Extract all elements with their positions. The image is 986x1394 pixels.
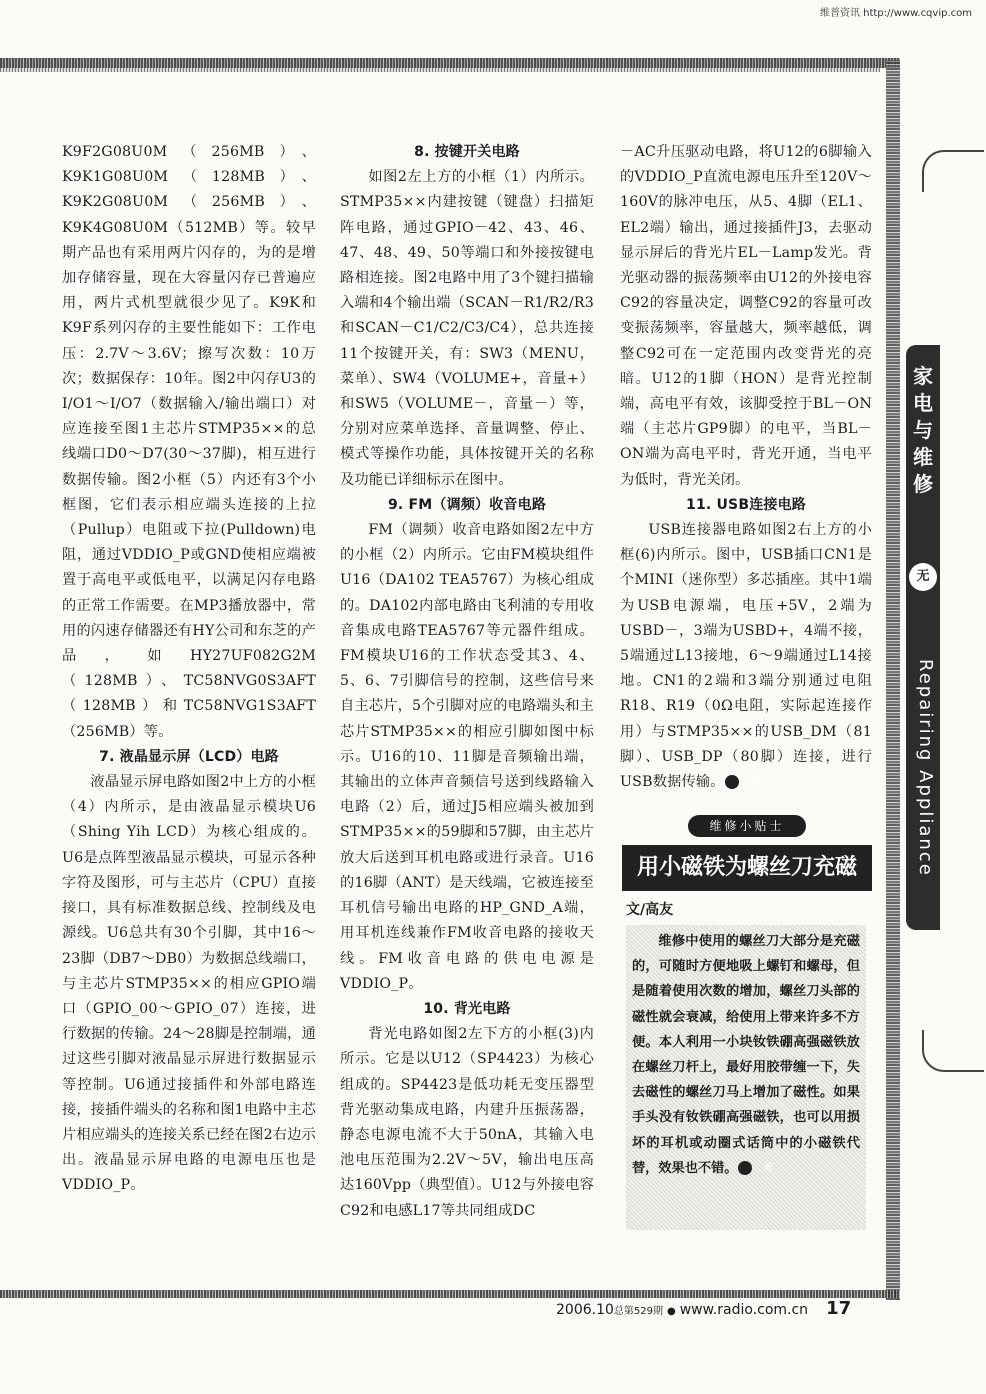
section-heading-7: 7. 液晶显示屏（LCD）电路 (99, 748, 279, 765)
paragraph: FM（调频）收音电路如图2左中方的小框（2）内所示。它由FM模块组件U16（DA102 TEA5767）为核心组成的。DA102内部电路由飞利浦的专用收音集成电路TEA5767等元器件组成。FM模块U16的工作状态受其3、4、5、6、7引脚信号的控制，这些信号来自主芯片，5个引脚对应的电路端头和主芯片STMP35××的相应引脚如图中标示。U16的10、11脚是音频输出端，其输出的立体声音频信号送到线路输入电路（2）后，通过J5相应端头被加到STMP35××的59脚和57脚，由主芯片放大后送到耳机电路或进行录音。U16的16脚（ANT）是天线端，它被连接至耳机信号输出电路的HP_GND_A端，用耳机连线兼作FM收音电路的接收天线。FM收音电路的供电电源是VDDIO_P。 (340, 522, 594, 992)
section-tab-chinese (906, 363, 940, 498)
tips-author: 文/高友 (626, 902, 674, 918)
tips-title: 用小磁铁为螺丝刀充磁 (622, 845, 872, 891)
tab-char: 家 (913, 364, 933, 388)
page-footer (556, 1298, 851, 1324)
section-heading-8: 8. 按键开关电路 (414, 144, 520, 160)
tips-text: 维修中使用的螺丝刀大部分是充磁的，可随时方便地吸上螺钉和螺母，但是随着使用次数的增加，螺丝刀头部的磁性就会衰减，给使用上带来许多不方便。本人利用一小块钕铁硼高强磁铁放在螺丝刀杆上，最好用胶带缠一下，失去磁性的螺丝刀马上增加了磁性。如果手头没有钕铁硼高强磁铁，也可以用损坏的耳机或动圈式话筒中的小磁铁代替，效果也不错。 (632, 934, 860, 1176)
issue-date: 2006.10 (556, 1302, 614, 1318)
paragraph: K9F2G08U0M（256MB）、K9K1G08U0M（128MB）、K9K2G08U0M（256MB）、K9K4G08U0M（512MB）等。较早期产品也有采用两片闪存的，为的是增加存储容量，现在大容量闪存已普遍应用，两片式机型就很少见了。K9K和K9F系列闪存的主要性能如下：工作电压：2.7V～3.6V；擦写次数：10万次；数据保存：10年。图2中闪存U3的I/O1～I/O7（数据输入/输出端口）对应连接至图1主芯片STMP35××的总线端口D0～D7(30～37脚)，相互进行数据传输。图2小框（5）内还有3个小框图，它们表示相应端头连接的上拉（Pullup）电阻或下拉(Pulldown)电阻，通过VDDIO_P或GND使相应端被置于高电平或低电平，以满足闪存电路的正常工作需要。在MP3播放器中，常用的闪速存储器还有HY公司和东芝的产品，如HY27UF082G2M（128MB）、TC58NVG0S3AFT（128MB）和TC58NVG1S3AFT（256MB）等。 (62, 144, 316, 740)
page-number: 17 (826, 1298, 852, 1319)
tips-box (620, 815, 874, 1240)
tips-body (626, 925, 866, 1230)
bullet-icon: ● (667, 1306, 676, 1317)
radio-logo-icon: 无 (909, 563, 937, 591)
end-mark-icon: 无 (738, 1161, 752, 1175)
paragraph: 液晶显示屏电路如图2中上方的小框（4）内所示，是由液晶显示模块U6（Shing Yih LCD）为核心组成的。U6是点阵型液晶显示模块，可显示各种字符及图形，可与主芯片（CPU）直接接口，具有标准数据总线、控制线及电源线。U6总共有30个引脚，其中16～23脚（DB7～DB0）为数据总线端口，与主芯片STMP35××的相应GPIO端口（GPIO_00～GPIO_07）连接，进行数据的传输。24～28脚是控制端，通过这些引脚对液晶显示屏进行数据显示等控制。U6通过接插件和外部电路连接，接插件端头的名称和图1电路中主芯片相应端头的连接关系已经在图2右边示出。液晶显示屏电路的电源电压也是VDDIO_P。 (62, 774, 316, 1194)
end-mark-icon: 无 (725, 775, 739, 789)
header-rule (0, 58, 900, 68)
section-heading-9: 9. FM（调频）收音电路 (387, 496, 547, 513)
decorative-bracket-top (922, 150, 984, 192)
decorative-bracket-bottom (922, 1030, 984, 1072)
tips-badge: 维修小贴士 (688, 815, 806, 837)
tab-char: 修 (913, 472, 933, 496)
section-tab-english: Repairing Appliance (915, 659, 936, 877)
source-watermark: 维普资讯 http://www.cqvip.com (819, 8, 972, 19)
right-rail (886, 60, 900, 1300)
column-1 (62, 140, 316, 1199)
section-heading-10: 10. 背光电路 (423, 1000, 511, 1017)
site-url: www.radio.com.cn (679, 1302, 809, 1318)
header-rule-thin (0, 68, 880, 72)
tab-char: 维 (913, 445, 933, 469)
tab-char: 与 (913, 418, 933, 442)
paragraph: 背光电路如图2左下方的小框(3)内所示。它是以U12（SP4423）为核心组成的。SP4423是低功耗无变压器型背光驱动集成电路，内建升压振荡器，静态电源电流不大于50nA，其输入电池电压范围为2.2V～5V，输出电压高达160Vpp（典型值）。U12与外接电容C92和电感L17等共同组成DC (340, 1026, 594, 1219)
issue-total: 总第529期 (613, 1306, 663, 1317)
column-2 (340, 140, 594, 1224)
tips-paragraph (632, 929, 860, 1181)
paragraph (620, 518, 872, 795)
section-heading-11: 11. USB连接电路 (686, 496, 806, 513)
column-3 (620, 140, 872, 795)
paragraph-text: USB连接器电路如图2右上方的小框(6)内所示。图中，USB插口CN1是个MINI（迷你型）多芯插座。其中1端为USB电源端，电压+5V，2端为USBD－，3端为USBD+，4端不接，5端通过L13接地，6～9端通过L14接地。CN1的2端和3端分别通过电阻R18、R19（0Ω电阻，实际起连接作用）与STMP35××的USB_DM（81脚）、USB_DP（80脚）连接，进行USB数据传输。 (620, 522, 872, 791)
section-tab (906, 345, 940, 930)
tab-char: 电 (913, 391, 933, 415)
paragraph: －AC升压驱动电路，将U12的6脚输入的VDDIO_P直流电源电压升至120V～160V的脉冲电压，从5、4脚（EL1、EL2端）输出，通过接插件J3，去驱动显示屏后的背光片EL－Lamp发光。背光驱动器的振荡频率由U12的外接电容C92的容量决定，调整C92的容量可改变振荡频率，容量越大，频率越低，调整C92可在一定范围内改变背光的亮暗。U12的1脚（HON）是背光控制端，高电平有效，该脚受控于BL－ON端（主芯片GP9脚）的电平，当BL－ON端为高电平时，背光开通，当电平为低时，背光关闭。 (620, 144, 872, 488)
paragraph: 如图2左上方的小框（1）内所示。STMP35××内建按键（键盘）扫描矩阵电路，通过GPIO－42、43、46、47、48、49、50等端口和外接按键电路相连接。图2电路中用了3个键扫描输入端和4个输出端（SCAN－R1/R2/R3和SCAN－C1/C2/C3/C4），总共连接11个按键开关，有：SW3（MENU，菜单）、SW4（VOLUME+，音量+）和SW5（VOLUME－，音量－）等，分别对应菜单选择、音量调整、停止、模式等操作功能，具体按键开关的名称及功能已详细标示在图中。 (340, 169, 594, 488)
footer-rule (0, 1290, 900, 1298)
